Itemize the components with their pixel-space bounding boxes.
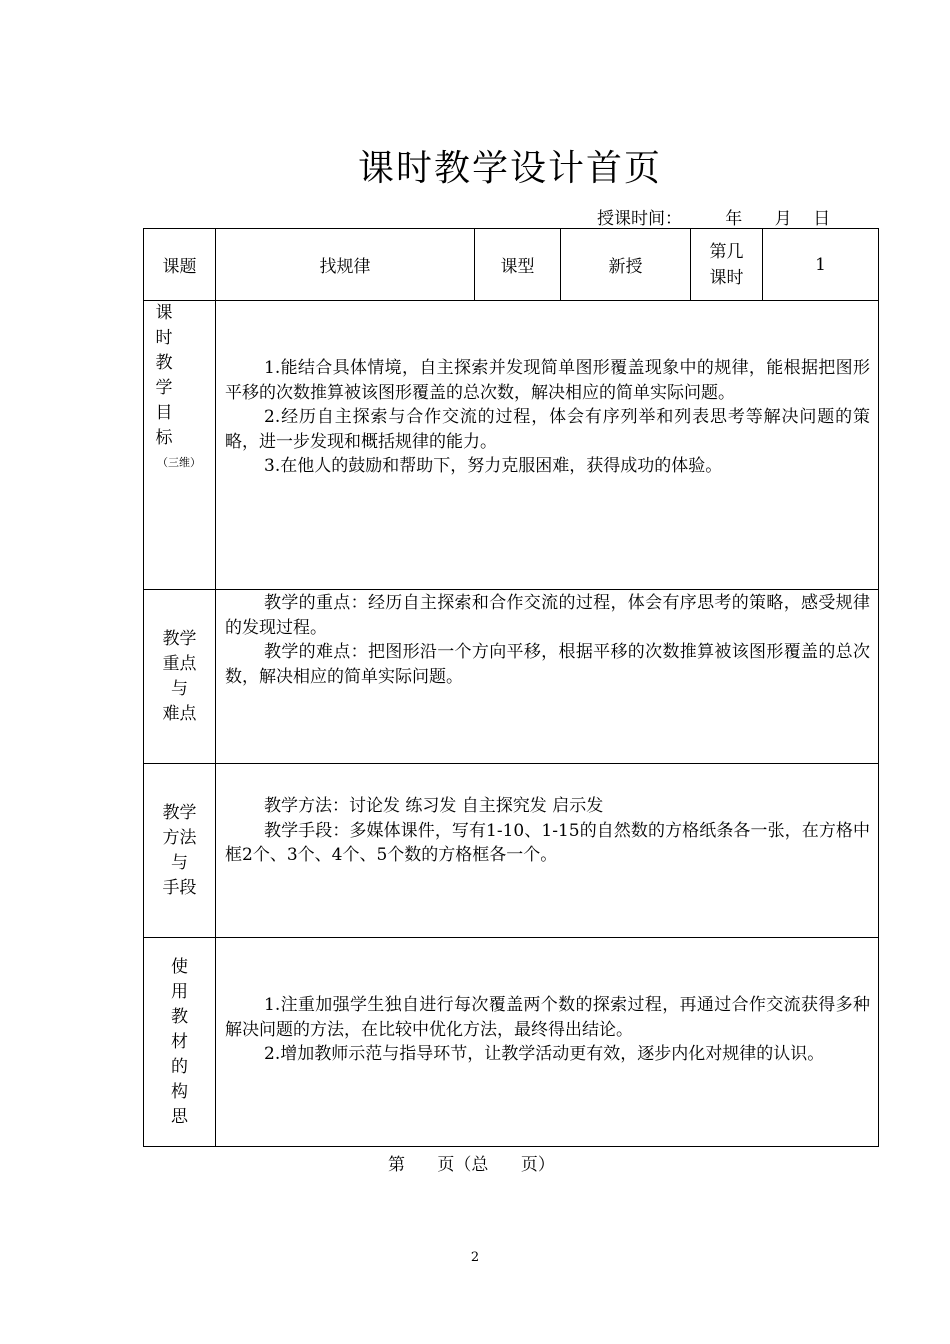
methods-label — [144, 764, 216, 938]
key-points-label-line: 教学 — [162, 628, 197, 649]
period-label-line-2: 课时 — [709, 267, 744, 288]
methods-label-line: 方法 — [162, 827, 197, 848]
date-line: 授课时间： 年 月 日 — [597, 209, 831, 229]
methods-label-line: 与 — [171, 852, 188, 873]
textbook-label-char: 用 — [171, 981, 188, 1002]
objectives-label-char: 目 — [155, 403, 173, 423]
textbook-label-char: 教 — [171, 1006, 188, 1027]
key-points-label — [144, 590, 216, 764]
textbook-row — [144, 938, 879, 1147]
key-point-item: 教学的难点：把图形沿一个方向平移，根据平移的次数推算被该图形覆盖的总次数，解决相应的简单实际问题。 — [225, 642, 870, 687]
objectives-content — [216, 301, 879, 590]
objectives-label-char: 学 — [155, 378, 173, 398]
type-label: 课型 — [475, 229, 561, 301]
topic-value: 找规律 — [216, 229, 475, 301]
textbook-label-char: 的 — [171, 1056, 188, 1077]
method-item: 教学方法：讨论发 练习发 自主探究发 启示发 — [264, 796, 604, 816]
methods-label-line: 教学 — [162, 802, 197, 823]
objectives-label-note: （三维） — [157, 456, 201, 469]
period-label-line-1: 第几 — [709, 241, 744, 262]
objectives-label-char: 课 — [155, 303, 173, 323]
objectives-label — [144, 301, 216, 590]
key-points-content — [216, 590, 879, 764]
key-points-label-line: 与 — [171, 678, 188, 699]
topic-label: 课题 — [144, 229, 216, 301]
page-count-footer: 第 页（总 页） — [388, 1155, 555, 1175]
objectives-label-char: 教 — [155, 353, 173, 373]
textbook-item: 2.增加教师示范与指导环节，让教学活动更有效，逐步内化对规律的认识。 — [264, 1044, 825, 1064]
key-point-item: 教学的重点：经历自主探索和合作交流的过程，体会有序思考的策略，感受规律的发现过程。 — [225, 593, 870, 638]
textbook-label-char: 思 — [171, 1106, 188, 1127]
objective-item: 3.在他人的鼓励和帮助下，努力克服困难，获得成功的体验。 — [264, 456, 723, 476]
method-item: 教学手段：多媒体课件，写有1-10、1-15的自然数的方格纸条各一张，在方格中框2个、3个、4个、5个数的方格框各一个。 — [225, 820, 870, 865]
objectives-label-char: 时 — [155, 328, 173, 348]
period-label — [691, 229, 763, 301]
textbook-label-char: 材 — [171, 1031, 188, 1052]
methods-content — [216, 764, 879, 938]
key-points-label-line: 难点 — [162, 703, 197, 724]
key-points-label-line: 重点 — [162, 653, 197, 674]
objective-item: 2.经历自主探索与合作交流的过程，体会有序列举和列表思考等解决问题的策略，进一步发现和概括规律的能力。 — [225, 407, 870, 452]
type-value: 新授 — [561, 229, 691, 301]
objectives-label-char: 标 — [155, 428, 173, 448]
textbook-label-char: 使 — [171, 956, 188, 977]
lesson-plan-table — [143, 228, 879, 1147]
objective-item: 1.能结合具体情境，自主探索并发现简单图形覆盖现象中的规律，能根据把图形平移的次数推算被该图形覆盖的总次数，解决相应的简单实际问题。 — [225, 358, 870, 403]
page-number: 2 — [470, 1250, 480, 1265]
page-title: 课时教学设计首页 — [357, 148, 662, 189]
textbook-label-char: 构 — [171, 1081, 188, 1102]
textbook-item: 1.注重加强学生独自进行每次覆盖两个数的探索过程，再通过合作交流获得多种解决问题的方法，在比较中优化方法，最终得出结论。 — [225, 995, 870, 1040]
key-points-row — [144, 590, 879, 764]
period-value: 1 — [763, 229, 879, 301]
textbook-content — [216, 938, 879, 1147]
methods-row — [144, 764, 879, 938]
textbook-label — [144, 938, 216, 1147]
header-row — [144, 229, 879, 301]
methods-label-line: 手段 — [162, 877, 197, 898]
objectives-row — [144, 301, 879, 590]
